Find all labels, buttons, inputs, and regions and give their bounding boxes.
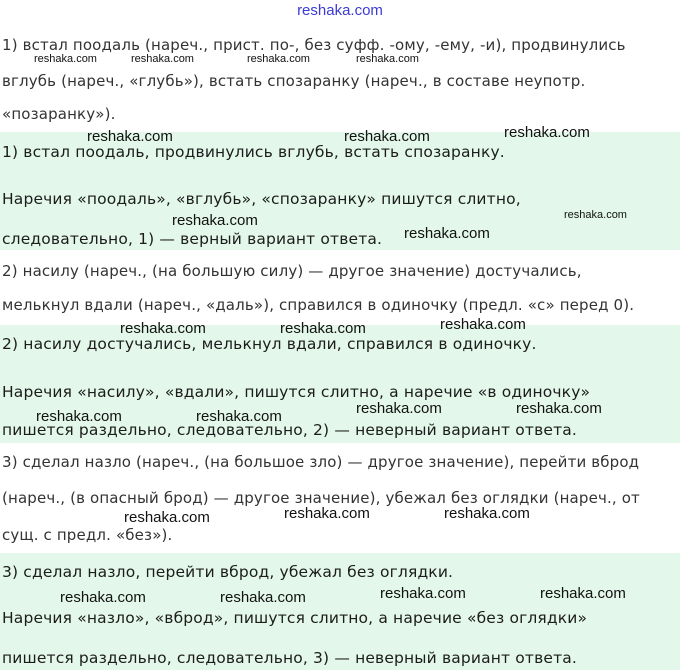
answer-line: Наречия «насилу», «вдали», пишутся слитно, а наречие «в одиночку» [2, 383, 591, 401]
analysis-line: 1) встал поодаль (нареч., прист. по-, без суфф. -ому, -ему, -и), продвинулись [2, 36, 626, 54]
watermark-text: reshaka.com [380, 585, 466, 602]
answer-line: следовательно, 1) — верный вариант ответа. [2, 230, 383, 248]
watermark-text: reshaka.com [540, 585, 626, 602]
watermark-text: reshaka.com [196, 408, 282, 425]
answer-line: 2) насилу достучались, мелькнул вдали, справился в одиночку. [2, 335, 537, 353]
watermark-text: reshaka.com [131, 53, 194, 65]
answer-block-3 [0, 553, 680, 670]
analysis-line: сущ. с предл. «без»). [2, 526, 173, 544]
watermark-text: reshaka.com [36, 408, 122, 425]
watermark-text: reshaka.com [404, 225, 490, 242]
watermark-text: reshaka.com [247, 53, 310, 65]
watermark-text: reshaka.com [120, 320, 206, 337]
analysis-line: вглубь (нареч., «глубь»), встать спозаранку (нареч., в составе неупотр. [2, 72, 586, 90]
analysis-block-3 [0, 443, 680, 553]
analysis-block-1 [0, 30, 680, 132]
watermark-text: reshaka.com [124, 509, 210, 526]
watermark-text: reshaka.com [87, 128, 173, 145]
answer-line: 3) сделал назло, перейти вброд, убежал без оглядки. [2, 563, 454, 581]
answer-line: пишется раздельно, следовательно, 2) — неверный вариант ответа. [2, 421, 577, 439]
analysis-line: 3) сделал назло (нареч., (на большое зло) — другое значение), перейти вброд [2, 453, 640, 471]
watermark-text: reshaka.com [220, 589, 306, 606]
watermark-text: reshaka.com [440, 316, 526, 333]
watermark-text: reshaka.com [564, 209, 627, 221]
answer-line: Наречия «назло», «вброд», пишутся слитно, а наречие «без оглядки» [2, 609, 588, 627]
answer-line: 1) встал поодаль, продвинулись вглубь, встать спозаранку. [2, 143, 505, 161]
watermark-text: reshaka.com [444, 505, 530, 522]
watermark-text: reshaka.com [356, 53, 419, 65]
watermark-text: reshaka.com [356, 400, 442, 417]
watermark-text: reshaka.com [280, 320, 366, 337]
watermark-text: reshaka.com [60, 589, 146, 606]
site-logo-text[interactable]: reshaka.com [297, 2, 383, 19]
watermark-text: reshaka.com [516, 400, 602, 417]
analysis-line: 2) насилу (нареч., (на большую силу) — другое значение) достучались, [2, 262, 582, 280]
analysis-line: «позаранку»). [2, 105, 116, 123]
watermark-text: reshaka.com [34, 53, 97, 65]
watermark-text: reshaka.com [172, 212, 258, 229]
answer-line: Наречия «поодаль», «вглубь», «спозаранку» пишутся слитно, [2, 190, 521, 208]
analysis-block-2 [0, 250, 680, 325]
answer-block-2 [0, 325, 680, 443]
answer-line: пишется раздельно, следовательно, 3) — неверный вариант ответа. [2, 649, 577, 667]
watermark-text: reshaka.com [284, 505, 370, 522]
analysis-line: (нареч., (в опасный брод) — другое значение), убежал без оглядки (нареч., от [2, 489, 640, 507]
watermark-text: reshaka.com [344, 128, 430, 145]
analysis-line: мелькнул вдали (нареч., «даль»), справился в одиночку (предл. «с» перед 0). [2, 296, 635, 314]
answer-block-1 [0, 132, 680, 250]
watermark-text: reshaka.com [504, 124, 590, 141]
